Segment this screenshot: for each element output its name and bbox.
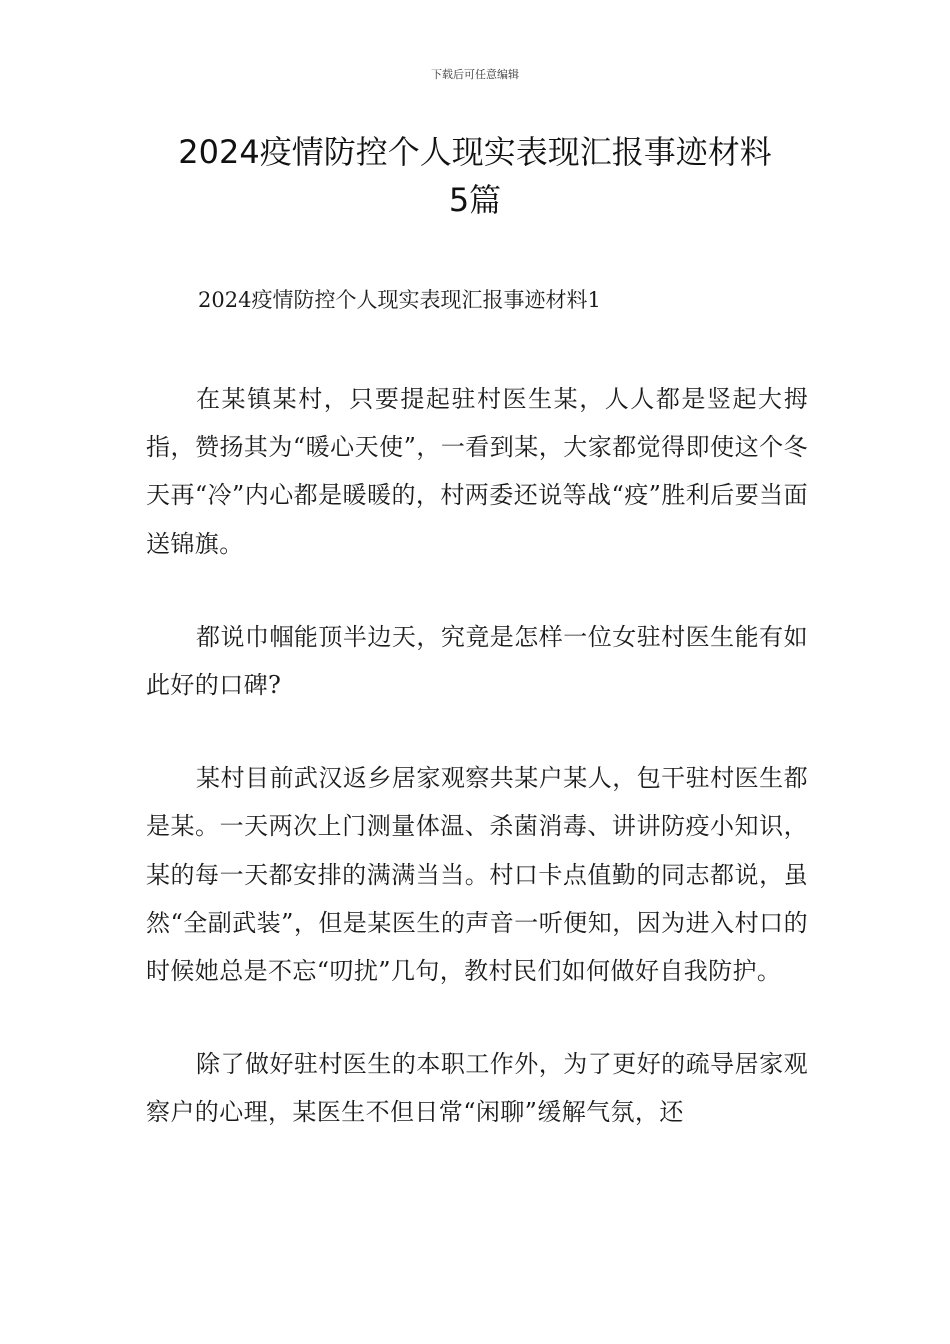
title-line-2: 5篇 [448,181,502,219]
paragraph-4: 除了做好驻村医生的本职工作外，为了更好的疏导居家观察户的心理，某医生不但日常“闲聊”缓解气氛，还 [146,1050,808,1127]
title-line-1: 2024疫情防控个人现实表现汇报事迹材料 [178,133,772,171]
paragraph-1: 在某镇某村，只要提起驻村医生某，人人都是竖起大拇指，赞扬其为“暖心天使”，一看到某，大家都觉得即使这个冬天再“冷”内心都是暖暖的，村两委还说等战“疫”胜利后要当面送锦旗。 [146,385,808,558]
header-note: 下载后可任意编辑 [431,68,519,81]
paragraph-2: 都说巾帼能顶半边天，究竟是怎样一位女驻村医生能有如此好的口碑? [146,622,808,700]
document-body [146,284,808,1182]
paragraph-3: 某村目前武汉返乡居家观察共某户某人，包干驻村医生都是某。一天两次上门测量体温、杀菌消毒、讲讲防疫小知识，某的每一天都安排的满满当当。村口卡点值勤的同志都说，虽然“全副武装”，但是某医生的声音一听便知，因为进入村口的时候她总是不忘“叨扰”几句，教村民们如何做好自我防护。 [146,764,808,986]
section-subheading: 2024疫情防控个人现实表现汇报事迹材料1 [198,288,601,312]
document-title [100,128,850,224]
